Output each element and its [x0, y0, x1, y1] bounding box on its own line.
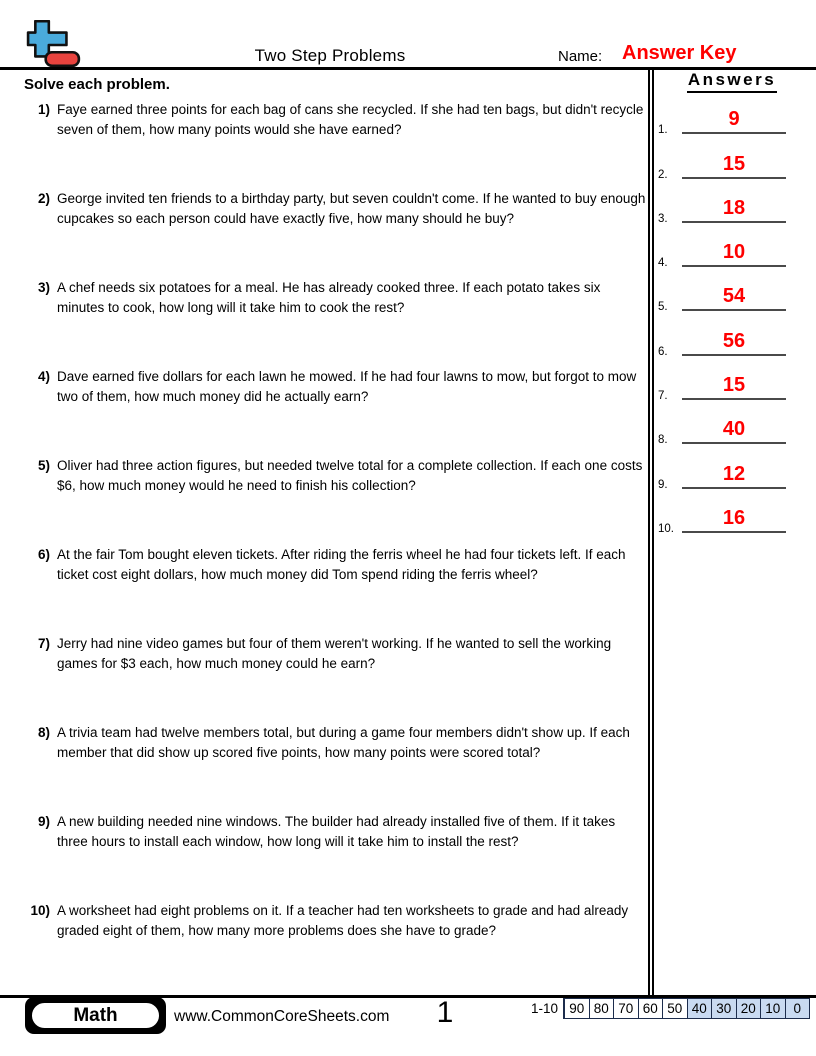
- answer-value: 12: [722, 462, 746, 485]
- problem-text: A chef needs six potatoes for a meal. He has already cooked three. If each potato takes six minutes to cook, how long will it take him to cook the rest?: [57, 280, 601, 315]
- score-cell: 60: [638, 999, 663, 1018]
- problem-text: A trivia team had twelve members total, but during a game four members didn't show up. If each member that did show up scored five points, how many points were scored total?: [57, 725, 630, 760]
- score-cell: 0: [785, 999, 810, 1018]
- score-cell: 30: [711, 999, 736, 1018]
- answer-blank-line: [682, 508, 786, 533]
- answer-value: 18: [722, 196, 746, 219]
- score-table: [563, 998, 810, 1019]
- answer-value: 15: [722, 152, 746, 175]
- problem-number: 9): [37, 814, 50, 829]
- answer-row: [656, 229, 808, 273]
- answer-value: 10: [722, 241, 746, 264]
- answer-number: 10.: [658, 522, 674, 535]
- answer-value: 54: [722, 285, 746, 308]
- answer-row: [656, 140, 808, 184]
- answer-list: [656, 96, 808, 539]
- answer-row: [656, 185, 808, 229]
- answer-value: 56: [722, 329, 746, 352]
- subject-badge: [25, 997, 166, 1034]
- problem-number: 7): [37, 636, 50, 651]
- answer-value: 16: [722, 506, 746, 529]
- instructions-text: Solve each problem.: [24, 76, 170, 93]
- score-range-label: 1-10: [530, 1001, 558, 1016]
- problem-item: [20, 367, 647, 456]
- problem-text: Dave earned five dollars for each lawn he mowed. If he had four lawns to mow, but forgot to mow two of them, how much money did he actually earn?: [57, 369, 637, 404]
- answer-blank-line: [682, 464, 786, 489]
- problem-number: 3): [37, 280, 50, 295]
- problem-item: [20, 812, 647, 901]
- problem-number: 8): [37, 725, 50, 740]
- score-strip: [524, 998, 810, 1019]
- problem-text: George invited ten friends to a birthday party, but seven couldn't come. If he wanted to buy enough cupcakes so each person could have exactly five, how many should he buy?: [57, 191, 646, 226]
- answer-number: 8.: [658, 434, 668, 447]
- answers-heading: Answers: [656, 70, 808, 92]
- score-cell: 70: [613, 999, 638, 1018]
- problem-text: Faye earned three points for each bag of cans she recycled. If she had ten bags, but didn't recycle seven of them, how many points would she have earned?: [57, 102, 644, 137]
- page-number: 1: [436, 996, 454, 1029]
- score-cell: 80: [589, 999, 614, 1018]
- problem-number: 10): [30, 903, 50, 918]
- answer-blank-line: [682, 419, 786, 444]
- problem-text: Oliver had three action figures, but needed twelve total for a complete collection. If each one costs $6, how much money would he need to finish his collection?: [57, 458, 643, 493]
- answers-column: [656, 70, 808, 539]
- column-divider: [648, 70, 654, 995]
- score-cell: 50: [662, 999, 687, 1018]
- answer-row: [656, 96, 808, 140]
- score-cell: 40: [687, 999, 712, 1018]
- problem-text: A worksheet had eight problems on it. If a teacher had ten worksheets to grade and had already graded eight of them, how many more problems does she have to grade?: [57, 903, 629, 938]
- answer-number: 6.: [658, 345, 668, 358]
- problem-item: [20, 901, 647, 990]
- problem-number: 1): [37, 102, 50, 117]
- answer-number: 5.: [658, 301, 668, 314]
- problem-number: 5): [37, 458, 50, 473]
- answer-number: 1.: [658, 124, 668, 137]
- problem-item: [20, 723, 647, 812]
- answer-blank-line: [682, 331, 786, 356]
- answer-row: [656, 450, 808, 494]
- problem-list: [20, 100, 647, 990]
- problem-item: [20, 545, 647, 634]
- answer-key-text: Answer Key: [622, 42, 737, 64]
- plus-minus-icon: [26, 20, 82, 70]
- problem-item: [20, 456, 647, 545]
- name-label: Name:: [558, 48, 603, 65]
- answer-row: [656, 495, 808, 539]
- problem-item: [20, 278, 647, 367]
- answer-number: 2.: [658, 168, 668, 181]
- problem-item: [20, 189, 647, 278]
- score-cell: 20: [736, 999, 761, 1018]
- problem-number: 6): [37, 547, 50, 562]
- answer-row: [656, 362, 808, 406]
- answer-number: 4.: [658, 257, 668, 270]
- answer-number: 9.: [658, 478, 668, 491]
- worksheet-title: Two Step Problems: [254, 46, 406, 65]
- answer-row: [656, 273, 808, 317]
- answer-row: [656, 406, 808, 450]
- problem-text: A new building needed nine windows. The builder had already installed five of them. If it takes three hours to install each window, how long will it take him to install the rest?: [57, 814, 616, 849]
- problem-number: 4): [37, 369, 50, 384]
- answer-value: 40: [722, 418, 746, 441]
- score-cell: 10: [760, 999, 785, 1018]
- answer-value: 15: [722, 374, 746, 397]
- answer-blank-line: [682, 198, 786, 223]
- problem-text: Jerry had nine video games but four of them weren't working. If he wanted to sell the working games for $3 each, how much money could he earn?: [57, 636, 612, 671]
- subject-label: Math: [30, 1001, 161, 1030]
- answer-blank-line: [682, 154, 786, 179]
- answer-value: 9: [728, 108, 740, 131]
- answer-blank-line: [682, 242, 786, 267]
- score-cell: 90: [564, 999, 589, 1018]
- website-text: www.CommonCoreSheets.com: [174, 1008, 390, 1025]
- problem-text: At the fair Tom bought eleven tickets. After riding the ferris wheel he had four tickets left. If each ticket cost eight dollars, how much money did Tom spend riding the ferris wheel?: [57, 547, 626, 582]
- answer-number: 7.: [658, 390, 668, 403]
- answer-number: 3.: [658, 212, 668, 225]
- answer-blank-line: [682, 109, 786, 134]
- problem-number: 2): [37, 191, 50, 206]
- answer-blank-line: [682, 375, 786, 400]
- answer-row: [656, 317, 808, 361]
- problem-item: [20, 634, 647, 723]
- answer-blank-line: [682, 286, 786, 311]
- problem-item: [20, 100, 647, 189]
